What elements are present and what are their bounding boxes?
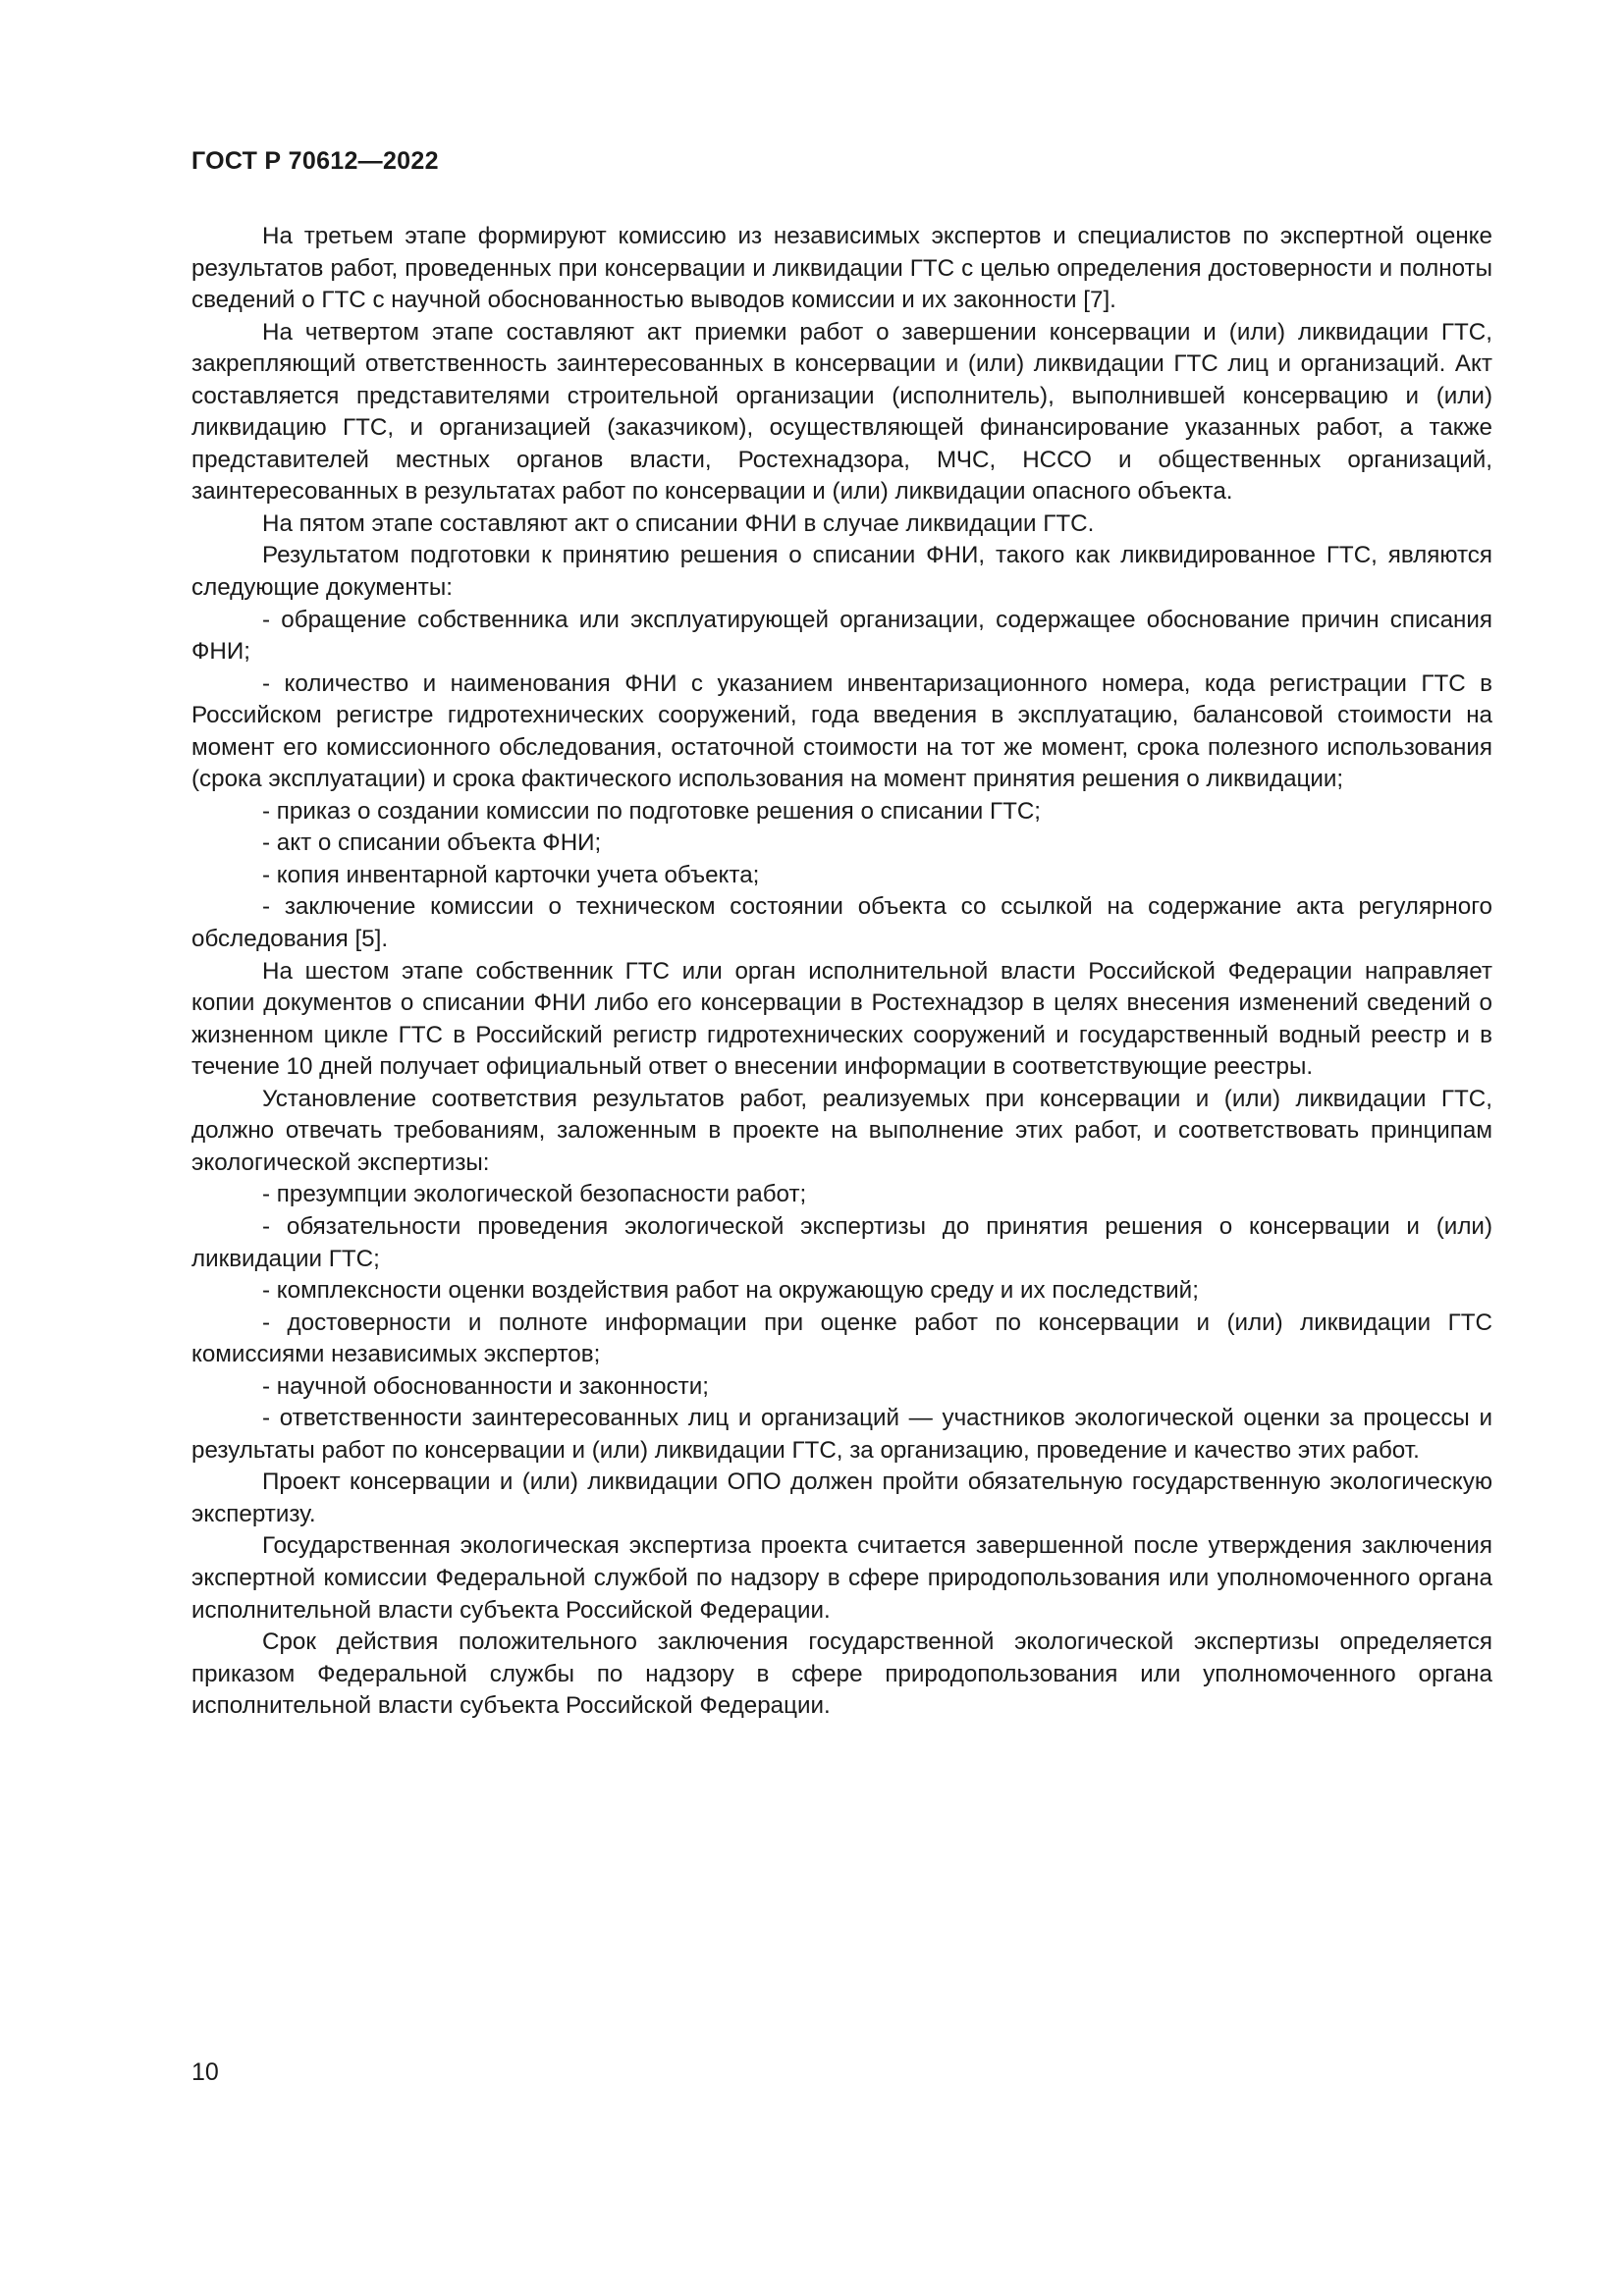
list-item: - научной обоснованности и законности; [262, 1372, 709, 1400]
list-item: - презумпции экологической безопасности работ; [262, 1181, 807, 1208]
paragraph-stage-5: На пятом этапе составляют акт о списании ФНИ в случае ликвидации ГТС. [262, 509, 1095, 537]
page-number: 10 [191, 2058, 219, 2086]
list-item: - обращение собственника или эксплуатирующей организации, содержащее обоснование причин списания ФНИ; [191, 606, 1492, 666]
list-item: - количество и наименования ФНИ с указанием инвентаризационного номера, кода регистрации ГТС в Российском регистре гидротехнических сооружений, года введения в эксплуатацию, балансовой стоимости на момент его комиссионного обследования, остаточной стоимости на тот же момент, срока полезного использования (срока эксплуатации) и срока фактического использования на момент принятия решения о ликвидации; [191, 669, 1492, 793]
list-item: - достоверности и полноте информации при оценке работ по консервации и (или) ликвидации ГТС комиссиями независимых экспертов; [191, 1308, 1492, 1368]
list-item: - акт о списании объекта ФНИ; [262, 829, 602, 857]
list-item: - обязательности проведения экологической экспертизы до принятия решения о консервации и (или) ликвидации ГТС; [191, 1212, 1492, 1272]
paragraph-principles-intro: Установление соответствия результатов работ, реализуемых при консервации и (или) ликвидации ГТС, должно отвечать требованиям, заложенным в проекте на выполнение этих работ, и соответствовать принципам экологической экспертизы: [191, 1085, 1492, 1176]
paragraph-stage-6: На шестом этапе собственник ГТС или орган исполнительной власти Российской Федерации направляет копии документов о списании ФНИ либо его консервации в Ростехнадзор в целях внесения изменений сведений о жизненном цикле ГТС в Российский регистр гидротехнических сооружений и государственный водный реестр и в течение 10 дней получает официальный ответ о внесении информации в соответствующие реестры. [191, 957, 1492, 1081]
paragraph-expertise-validity: Срок действия положительного заключения государственной экологической экспертизы определяется приказом Федеральной службы по надзору в сфере природопользования или уполномоченного органа исполнительной власти субъекта Российской Федерации. [191, 1629, 1492, 1720]
document-body [191, 221, 1492, 1723]
paragraph-expertise-completion: Государственная экологическая экспертиза проекта считается завершенной после утверждения заключения экспертной комиссии Федеральной службой по надзору в сфере природопользования или уполномоченного органа исполнительной власти субъекта Российской Федерации. [191, 1532, 1492, 1624]
paragraph-expertise-requirement: Проект консервации и (или) ликвидации ОПО должен пройти обязательную государственную экологическую экспертизу. [191, 1468, 1492, 1527]
paragraph-stage-4: На четвертом этапе составляют акт приемки работ о завершении консервации и (или) ликвидации ГТС, закрепляющий ответственность заинтересованных в консервации и (или) ликвидации ГТС лиц и организаций. Акт составляется представителями строительной организации (исполнитель), выполнившей консервацию и (или) ликвидацию ГТС, и организацией (заказчиком), осуществляющей финансирование указанных работ, а также представителей местных органов власти, Ростехнадзора, МЧС, НССО и общественных организаций, заинтересованных в результатах работ по консервации и (или) ликвидации опасного объекта. [191, 318, 1492, 506]
list-item: - приказ о создании комиссии по подготовке решения о списании ГТС; [262, 797, 1042, 825]
paragraph-documents-intro: Результатом подготовки к принятию решения о списании ФНИ, такого как ликвидированное ГТС, являются следующие документы: [191, 542, 1492, 602]
document-header: ГОСТ Р 70612—2022 [191, 147, 439, 175]
list-item: - копия инвентарной карточки учета объекта; [262, 861, 760, 888]
paragraph-stage-3: На третьем этапе формируют комиссию из независимых экспертов и специалистов по экспертной оценке результатов работ, проведенных при консервации и ликвидации ГТС с целью определения достоверности и полноты сведений о ГТС с научной обоснованностью выводов комиссии и их законности [7]. [191, 223, 1492, 314]
list-item: - комплексности оценки воздействия работ на окружающую среду и их последствий; [262, 1277, 1199, 1305]
list-item: - ответственности заинтересованных лиц и организаций — участников экологической оценки за процессы и результаты работ по консервации и (или) ликвидации ГТС, за организацию, проведение и качество этих работ. [191, 1405, 1492, 1464]
list-item: - заключение комиссии о техническом состоянии объекта со ссылкой на содержание акта регулярного обследования [5]. [191, 893, 1492, 953]
